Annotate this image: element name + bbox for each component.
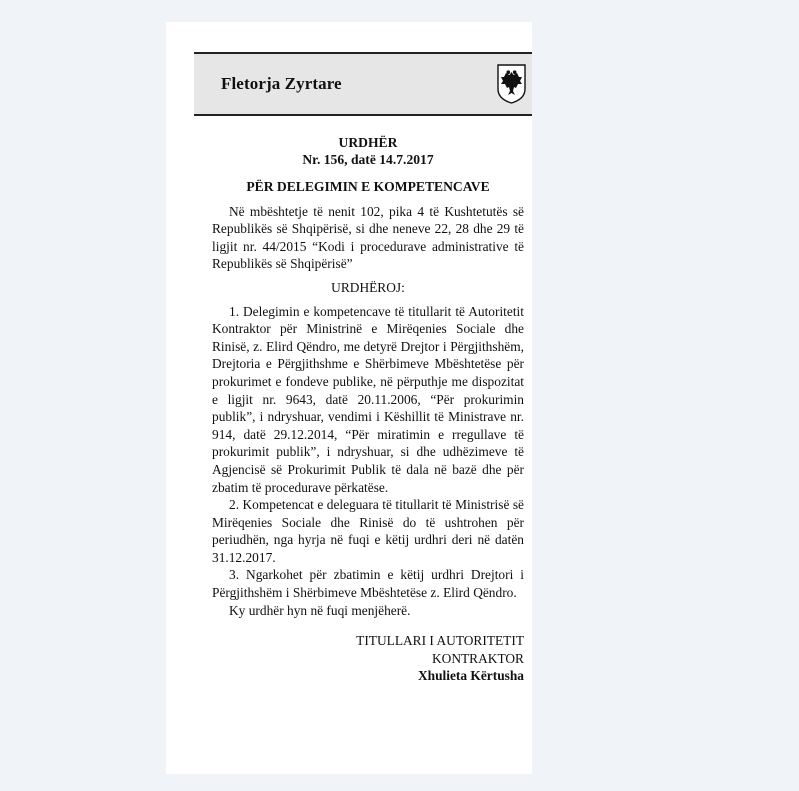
- order-number: Nr. 156, datë 14.7.2017: [302, 152, 434, 167]
- order-heading: URDHËR: [338, 135, 398, 150]
- signature-title-line2: KONTRAKTOR: [431, 650, 524, 666]
- closing-paragraph: Ky urdhër hyn në fuqi menjëherë.: [229, 602, 411, 618]
- order-point-3: 3. Ngarkohet për zbatimin e këtij urdhri Drejtori i Përgjithshëm i Shërbimeve Mbështetëse z. Elird Qëndro.: [212, 567, 524, 601]
- signatory-name: Xhulieta Kërtusha: [417, 668, 524, 684]
- albanian-eagle-emblem-icon: [496, 63, 527, 105]
- signature-title-line1: TITULLARI I AUTORITETIT: [356, 633, 524, 649]
- order-point-1: 1. Delegimin e kompetencave të titullarit të Autoritetit Kontraktor për Ministrinë e Mirëqenies Sociale dhe Rinisë, z. Elird Qëndro, me detyrë Drejtor i Përgjithshëm, Drejtoria e Përgjithshme e Shërbimeve Mbështetëse për prokurimet e fondeve publike, në përputhje me dispozitat e ligjit nr. 9643, datë 20.11.2006, “Për prokurimin publik”, i ndryshuar, vendimi i Këshillit të Ministrave nr. 914, datë 29.12.2014, “Për miratimin e rregullave të prokurimit publik”, i ndryshuar, si dhe udhëzimeve të Agjencisë së Prokurimit Publik të dala në bazë dhe për zbatim të procedurave përkatëse.: [212, 303, 524, 495]
- order-word: URDHËROJ:: [331, 279, 405, 295]
- intro-paragraph: Në mbështetje të nenit 102, pika 4 të Kushtetutës së Republikës së Shqipërisë, si dhe neneve 22, 28 dhe 29 të ligjit nr. 44/2015 “Kodi i procedurave administrative të Republikës së Shqipërisë”: [212, 203, 524, 272]
- gazette-header: [194, 52, 532, 116]
- order-subject: PËR DELEGIMIN E KOMPETENCAVE: [246, 179, 490, 194]
- order-body: [212, 134, 524, 685]
- order-point-2: 2. Kompetencat e deleguara të titullarit të Ministrisë së Mirëqenies Sociale dhe Rinisë do të ushtrohen për periudhën, nga hyrja në fuqi e këtij urdhri deri në datën 31.12.2017.: [212, 497, 524, 565]
- signature-block: [212, 632, 524, 685]
- gazette-title: Fletorja Zyrtare: [221, 74, 342, 93]
- document-page: [166, 22, 532, 774]
